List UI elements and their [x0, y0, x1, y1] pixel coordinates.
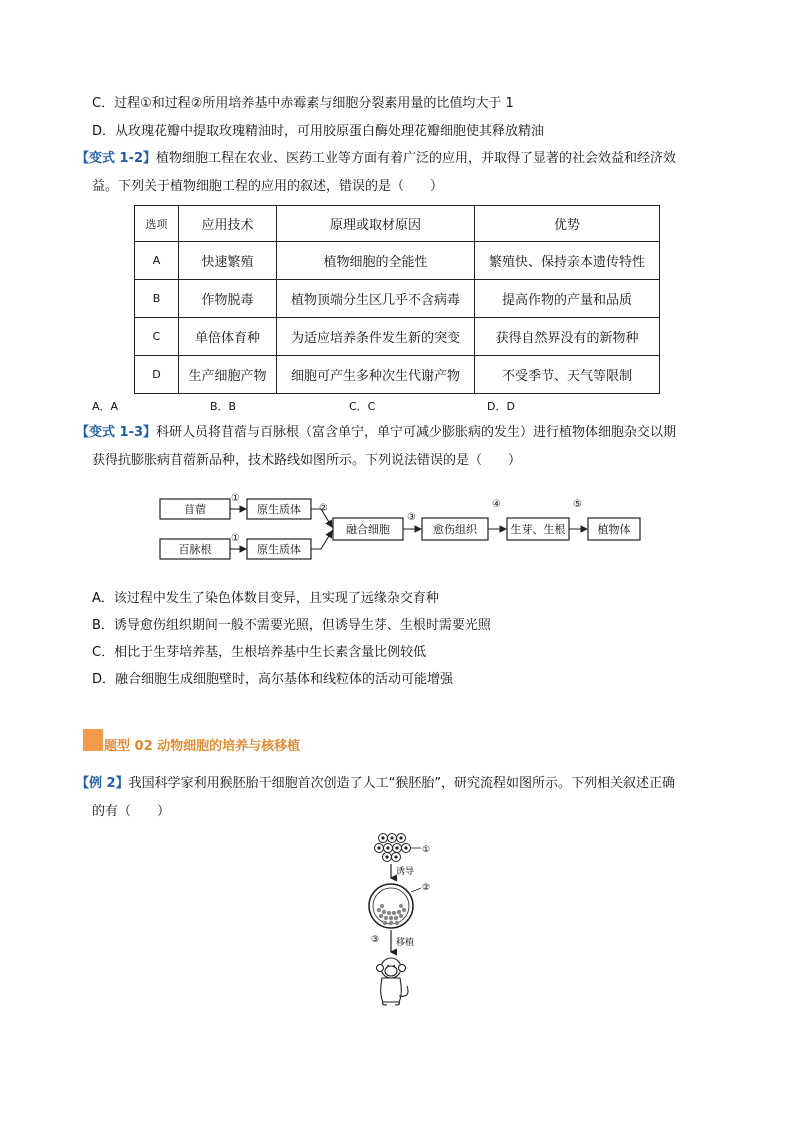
table-cell: 作物脱毒: [179, 280, 277, 318]
option-d-text: D．融合细胞生成细胞壁时，高尔基体和线粒体的活动可能增强: [92, 672, 454, 687]
question-tag: 【例 2】: [76, 776, 129, 791]
table-cell: 不受季节、天气等限制: [475, 356, 660, 394]
question-tag: 【变式 1-3】: [76, 425, 157, 440]
table-cell: 繁殖快、保持亲本遗传特性: [475, 242, 660, 280]
label-protoplast1: 原生质体: [257, 503, 301, 516]
step-5: ⑤: [573, 499, 582, 510]
table-header-row: [135, 206, 660, 242]
figure-label-2: ②: [422, 883, 431, 893]
question-1-3-line1: [76, 424, 676, 442]
label-fused: 融合细胞: [346, 523, 390, 536]
step-1-upper: ①: [231, 493, 240, 504]
question-stem: 我国科学家利用猴胚胎干细胞首次创造了人工“猴胚胎”，研究流程如图所示。下列相关叙述正确: [128, 776, 676, 791]
answer-option-a: A．A: [92, 400, 119, 413]
answer-option-b: B．B: [210, 400, 237, 413]
label-callus: 愈伤组织: [433, 523, 477, 536]
arrow-2-lower: [311, 531, 332, 549]
table-cell: 植物细胞的全能性: [277, 242, 475, 280]
question-stem: 植物细胞工程在农业、医药工业等方面有着广泛的应用，并取得了显著的社会效益和经济效: [156, 151, 677, 166]
table-cell: 为适应培养条件发生新的突变: [277, 318, 475, 356]
table-cell: 生产细胞产物: [179, 356, 277, 394]
table-header-cell: 原理或取材原因: [277, 206, 475, 242]
answer-option-d: D．D: [487, 400, 515, 413]
table-row: [135, 356, 660, 394]
label-plant: 植物体: [597, 523, 631, 536]
option-c-text: C．过程①和过程②所用培养基中赤霉素与细胞分裂素用量的比值均大于 1: [92, 96, 514, 111]
label-plant1: 苜蓿: [184, 503, 206, 516]
table-cell: C: [135, 318, 179, 356]
transplant-label: 移植: [396, 938, 415, 948]
table-cell: B: [135, 280, 179, 318]
table-cell: 细胞可产生多种次生代谢产物: [277, 356, 475, 394]
table-row: [135, 318, 660, 356]
step-1-lower: ①: [231, 533, 240, 544]
section-title: 题型 02 动物细胞的培养与核移植: [104, 739, 301, 754]
table-row: [135, 242, 660, 280]
figure-label-3: ③: [371, 935, 380, 945]
step-2: ②: [319, 503, 328, 514]
options-table: [134, 205, 660, 394]
question-1-3-line2: 获得抗膨胀病苜蓿新品种，技术路线如图所示。下列说法错误的是（ ）: [92, 453, 522, 468]
step-4: ④: [492, 499, 501, 510]
table-cell: 单倍体育种: [179, 318, 277, 356]
option-a-text: A．该过程中发生了染色体数目变异，且实现了远缘杂交育种: [92, 591, 439, 606]
table-header-cell: 应用技术: [179, 206, 277, 242]
option-c-text: C．相比于生芽培养基，生根培养基中生长素含量比例较低: [92, 645, 427, 660]
table-cell: D: [135, 356, 179, 394]
figure-label-1: ①: [422, 845, 431, 855]
table-cell: 获得自然界没有的新物种: [475, 318, 660, 356]
step-3: ③: [407, 512, 416, 523]
label-shoot-root: 生芽、生根: [510, 523, 566, 536]
question-stem: 科研人员将苜蓿与百脉根（富含单宁，单宁可减少膨胀病的发生）进行植物体细胞杂交以期: [156, 425, 677, 440]
induce-label: 诱导: [396, 867, 415, 877]
option-b-text: B．诱导愈伤组织期间一般不需要光照，但诱导生芽、生根时需要光照: [92, 618, 491, 633]
table-cell: 植物顶端分生区几乎不含病毒: [277, 280, 475, 318]
table-cell: 快速繁殖: [179, 242, 277, 280]
flow-diagram: [155, 493, 645, 565]
embryo-figure: [365, 828, 455, 1008]
label-protoplast2: 原生质体: [257, 543, 301, 556]
question-tag: 【变式 1-2】: [76, 151, 157, 166]
table-cell: 提高作物的产量和品质: [475, 280, 660, 318]
table-header-cell: 优势: [475, 206, 660, 242]
option-d-text: D．从玫瑰花瓣中提取玫瑰精油时，可用胶原蛋白酶处理花瓣细胞使其释放精油: [92, 124, 545, 139]
answer-option-c: C．C: [349, 400, 376, 413]
example-2-line2: 的有（ ）: [92, 804, 171, 819]
example-2-line1: [76, 775, 675, 793]
question-1-2-line1: [76, 150, 676, 168]
table-row: [135, 280, 660, 318]
table-cell: A: [135, 242, 179, 280]
section-marker: [83, 729, 103, 751]
table-header-cell: 选项: [135, 206, 179, 242]
monkey-icon: [377, 958, 409, 1005]
question-1-2-line2: 益。下列关于植物细胞工程的应用的叙述，错误的是（ ）: [92, 179, 444, 194]
label-plant2: 百脉根: [178, 543, 212, 556]
